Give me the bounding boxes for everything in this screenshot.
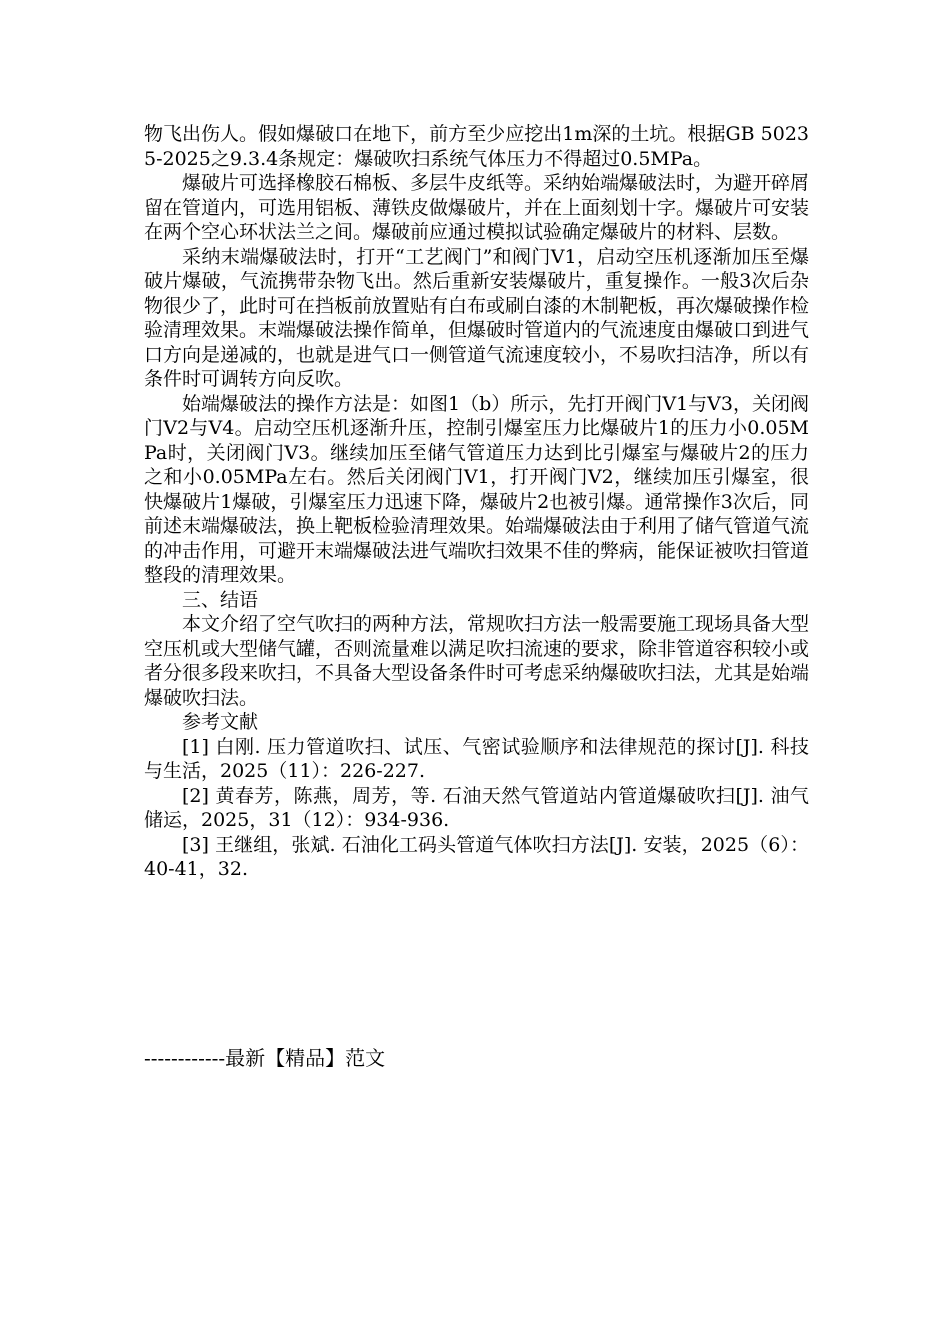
paragraph-burst-disc-material: 爆破片可选择橡胶石棉板、多层牛皮纸等。采纳始端爆破法时，为避开碎屑留在管道内，可选用铝板、薄铁皮做爆破片，并在上面刻划十字。爆破片可安装在两个空心环状法兰之间。爆破前应通过模拟试验确定爆破片的材料、层数。 [144, 172, 810, 243]
document-body [144, 122, 809, 882]
conclusion-text: 本文介绍了空气吹扫的两种方法，常规吹扫方法一般需要施工现场具备大型空压机或大型储气罐，否则流量难以满足吹扫流速的要求，除非管道容积较小或者分很多段来吹扫，不具备大型设备条件时可考虑采纳爆破吹扫法，尤其是始端爆破吹扫法。 [144, 613, 810, 709]
conclusion-heading: 三、结语 [182, 588, 259, 611]
paragraph-start-burst-method: 始端爆破法的操作方法是：如图1（b）所示，先打开阀门V1与V3，关闭阀门V2与V4。启动空压机逐渐升压，控制引爆室压力比爆破片1的压力小0.05MPa时，关闭阀门V3。继续加压至储气管道压力达到比引爆室与爆破片2的压力之和小0.05MPa左右。然后关闭阀门V1，打开阀门V2，继续加压引爆室，很快爆破片1爆破，引爆室压力迅速下降，爆破片2也被引爆。通常操作3次后，同前述末端爆破法，换上靶板检验清理效果。始端爆破法由于利用了储气管道气流的冲击作用，可避开末端爆破法进气端吹扫效果不佳的弊病，能保证被吹扫管道整段的清理效果。 [144, 392, 810, 586]
reference-item-2: [2] 黄春芳，陈燕，周芳，等. 石油天然气管道站内管道爆破吹扫[J]. 油气储运，2025，31（12）：934-936. [144, 784, 809, 831]
reference-item-3: [3] 王继组，张斌. 石油化工码头管道气体吹扫方法[J]. 安装，2025（6）：40-41，32. [144, 833, 809, 880]
reference-item-1: [1] 白刚. 压力管道吹扫、试压、气密试验顺序和法律规范的探讨[J]. 科技与生活，2025（11）：226-227. [144, 735, 809, 782]
paragraph-continuation: 物飞出伤人。假如爆破口在地下，前方至少应挖出1m深的土坑。根据GB 50235-2025之9.3.4条规定：爆破吹扫系统气体压力不得超过0.5MPa。 [144, 123, 809, 170]
footer-caption: ------------最新【精品】范文 [144, 1046, 386, 1070]
paragraph-end-burst-method: 采纳末端爆破法时，打开“工艺阀门”和阀门V1，启动空压机逐渐加压至爆破片爆破，气流携带杂物飞出。然后重新安装爆破片，重复操作。一般3次后杂物很少了，此时可在挡板前放置贴有白布或刷白漆的木制靶板，再次爆破操作检验清理效果。末端爆破法操作简单，但爆破时管道内的气流速度由爆破口到进气口方向是递减的，也就是进气口一侧管道气流速度较小，不易吹扫洁净，所以有条件时可调转方向反吹。 [144, 245, 810, 390]
references-heading: 参考文献 [182, 711, 259, 733]
